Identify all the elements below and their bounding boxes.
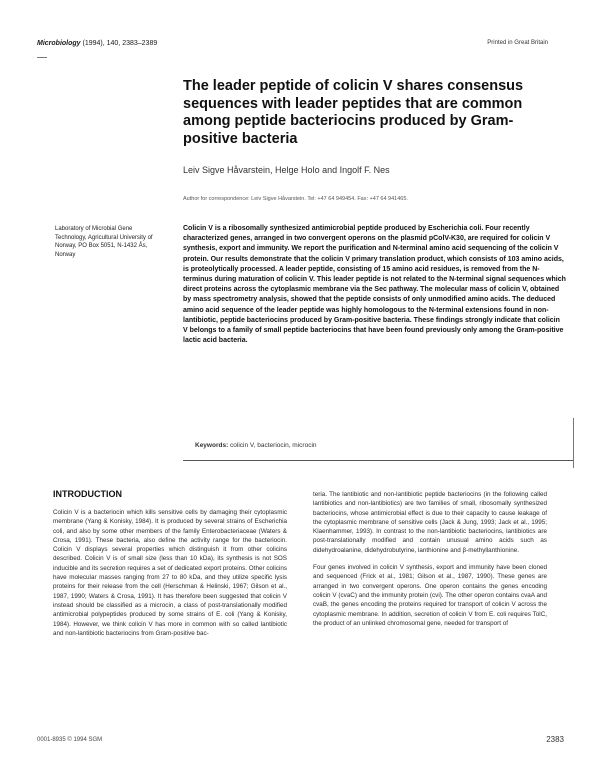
intro-paragraph-2: teria. The lantibiotic and non-lantibiotic peptide bacteriocins (in the following called lantibiotics and non-lantibiotics) are two families of small, ribosomally synthesized bacteriocins, whose antimicrobial effect is due to their capacity to cause leakage of the cytoplasmic membrane of sensitive cells (Jack & Jung, 1993; Jack et al., 1995; Klaenhammer, 1993). In contrast to the non-lantibiotic bacteriocins, lantibiotics are post-translationally modified and contain unusual amino acids such as didehydroalanine, didehydrobutyrine, lanthionine and β-methyllanthionine. [313,491,547,554]
journal-volume-pages: (1994), 140, 2383–2389 [80,40,158,47]
body-column-right [313,490,547,636]
author-list: Leiv Sigve Håvarstein, Helge Holo and Ingolf F. Nes [183,165,390,175]
abstract-side-rule [573,418,574,468]
correspondence-line: Author for correspondence: Leiv Sigve Håvarstein. Tel: +47 64 949454. Fax: +47 64 941465. [183,196,408,202]
intro-paragraph-3: Four genes involved in colicin V synthesis, export and immunity have been cloned and sequenced (Frick et al., 1981; Gilson et al., 1987, 1990). These genes are arranged in two convergent operons. One operon contains the genes encoding colicin V (cvaC) and the immunity protein (cvi). The other operon contains cvaA and cvaB, the genes encoding the proteins required for transport of colicin V across the cytoplasmic membrane. In addition, secretion of colicin V from E. coli requires TolC, the product of an unlinked chromosomal gene, needed for transport of [313,564,547,627]
journal-citation [37,40,157,47]
keywords-values: colicin V, bacteriocin, microcin [228,442,317,449]
body-column-left [53,508,287,646]
issn-footer: 0001-8935 © 1994 SGM [37,737,103,743]
author-affiliation: Laboratory of Microbial Gene Technology, Agricultural University of Norway, PO Box 5051, N-1432 Ås, Norway [55,226,153,258]
abstract-divider [183,460,573,461]
page-number: 2383 [546,735,564,744]
section-heading-introduction: INTRODUCTION [53,489,122,499]
intro-paragraph-1: Colicin V is a bacteriocin which kills sensitive cells by damaging their cytoplasmic membrane (Yang & Konisky, 1984). It is produced by several strains of Escherichia coli, and also by some other members of the family Enterobacteriaceae (Waters & Crosa, 1991). These bacteria, also define the activity range for the bacteriocin. Colicin V displays several properties which distinguish it from other colicins described. Colicin V is of small size (less than 10 kDa), its synthesis is not SOS inducible and its secretion requires a set of dedicated export proteins. Other colicins have molecular masses ranging from 27 to 80 kDa, and they utilize specific lysis proteins for their release from the cell (Herschman & Helinski, 1967; Gilson et al., 1987, 1990; Waters & Crosa, 1991). It has therefore been suggested that colicin V instead should be classified as a microcin, a class of post-translationally modified antimicrobial polypeptides produced by some strains of E. coli (Yang & Konisky, 1984). However, we think colicin V has more in common with so called lantibiotic and non-lantibiotic bacteriocins from Gram-positive bac- [53,509,287,637]
abstract-text: Colicin V is a ribosomally synthesized antimicrobial peptide produced by Escherichia coli. Four recently characterized genes, arranged in two convergent operons on the plasmid pColV-K30, are required for colicin V synthesis, export and immunity. We report the purification and N-terminal amino acid sequencing of the colicin V protein. Our results demonstrate that the colicin V primary translation product, which consists of 103 amino acids, is proteolytically processed. A leader peptide, consisting of 15 amino acid residues, is removed from the N-terminus during maturation of colicin V. This leader peptide is not related to the N-terminal signal sequences which direct proteins across the cytoplasmic membrane via the Sec pathway. The molecular mass of colicin V, obtained by mass spectrometry analysis, showed that the peptide consists of only unmodified amino acids. The deduced amino acid sequence of the leader peptide was highly homologous to the N-terminal extensions found in non-lantibiotic, peptide bacteriocins produced by Gram-positive bacteria. These findings strongly indicate that colicin V belongs to a family of small peptide bacteriocins that have been found previously only among the Gram-positive lactic acid bacteria. [183,225,566,345]
printed-in: Printed in Great Britain [487,40,548,46]
article-title: The leader peptide of colicin V shares consensus sequences with leader peptides that are common among peptide bacteriocins produced by Gram-positive bacteria [183,78,524,147]
header-rule [37,57,47,58]
journal-name: Microbiology [37,40,81,47]
keywords-label: Keywords: [195,442,229,449]
keywords-line [195,442,317,449]
